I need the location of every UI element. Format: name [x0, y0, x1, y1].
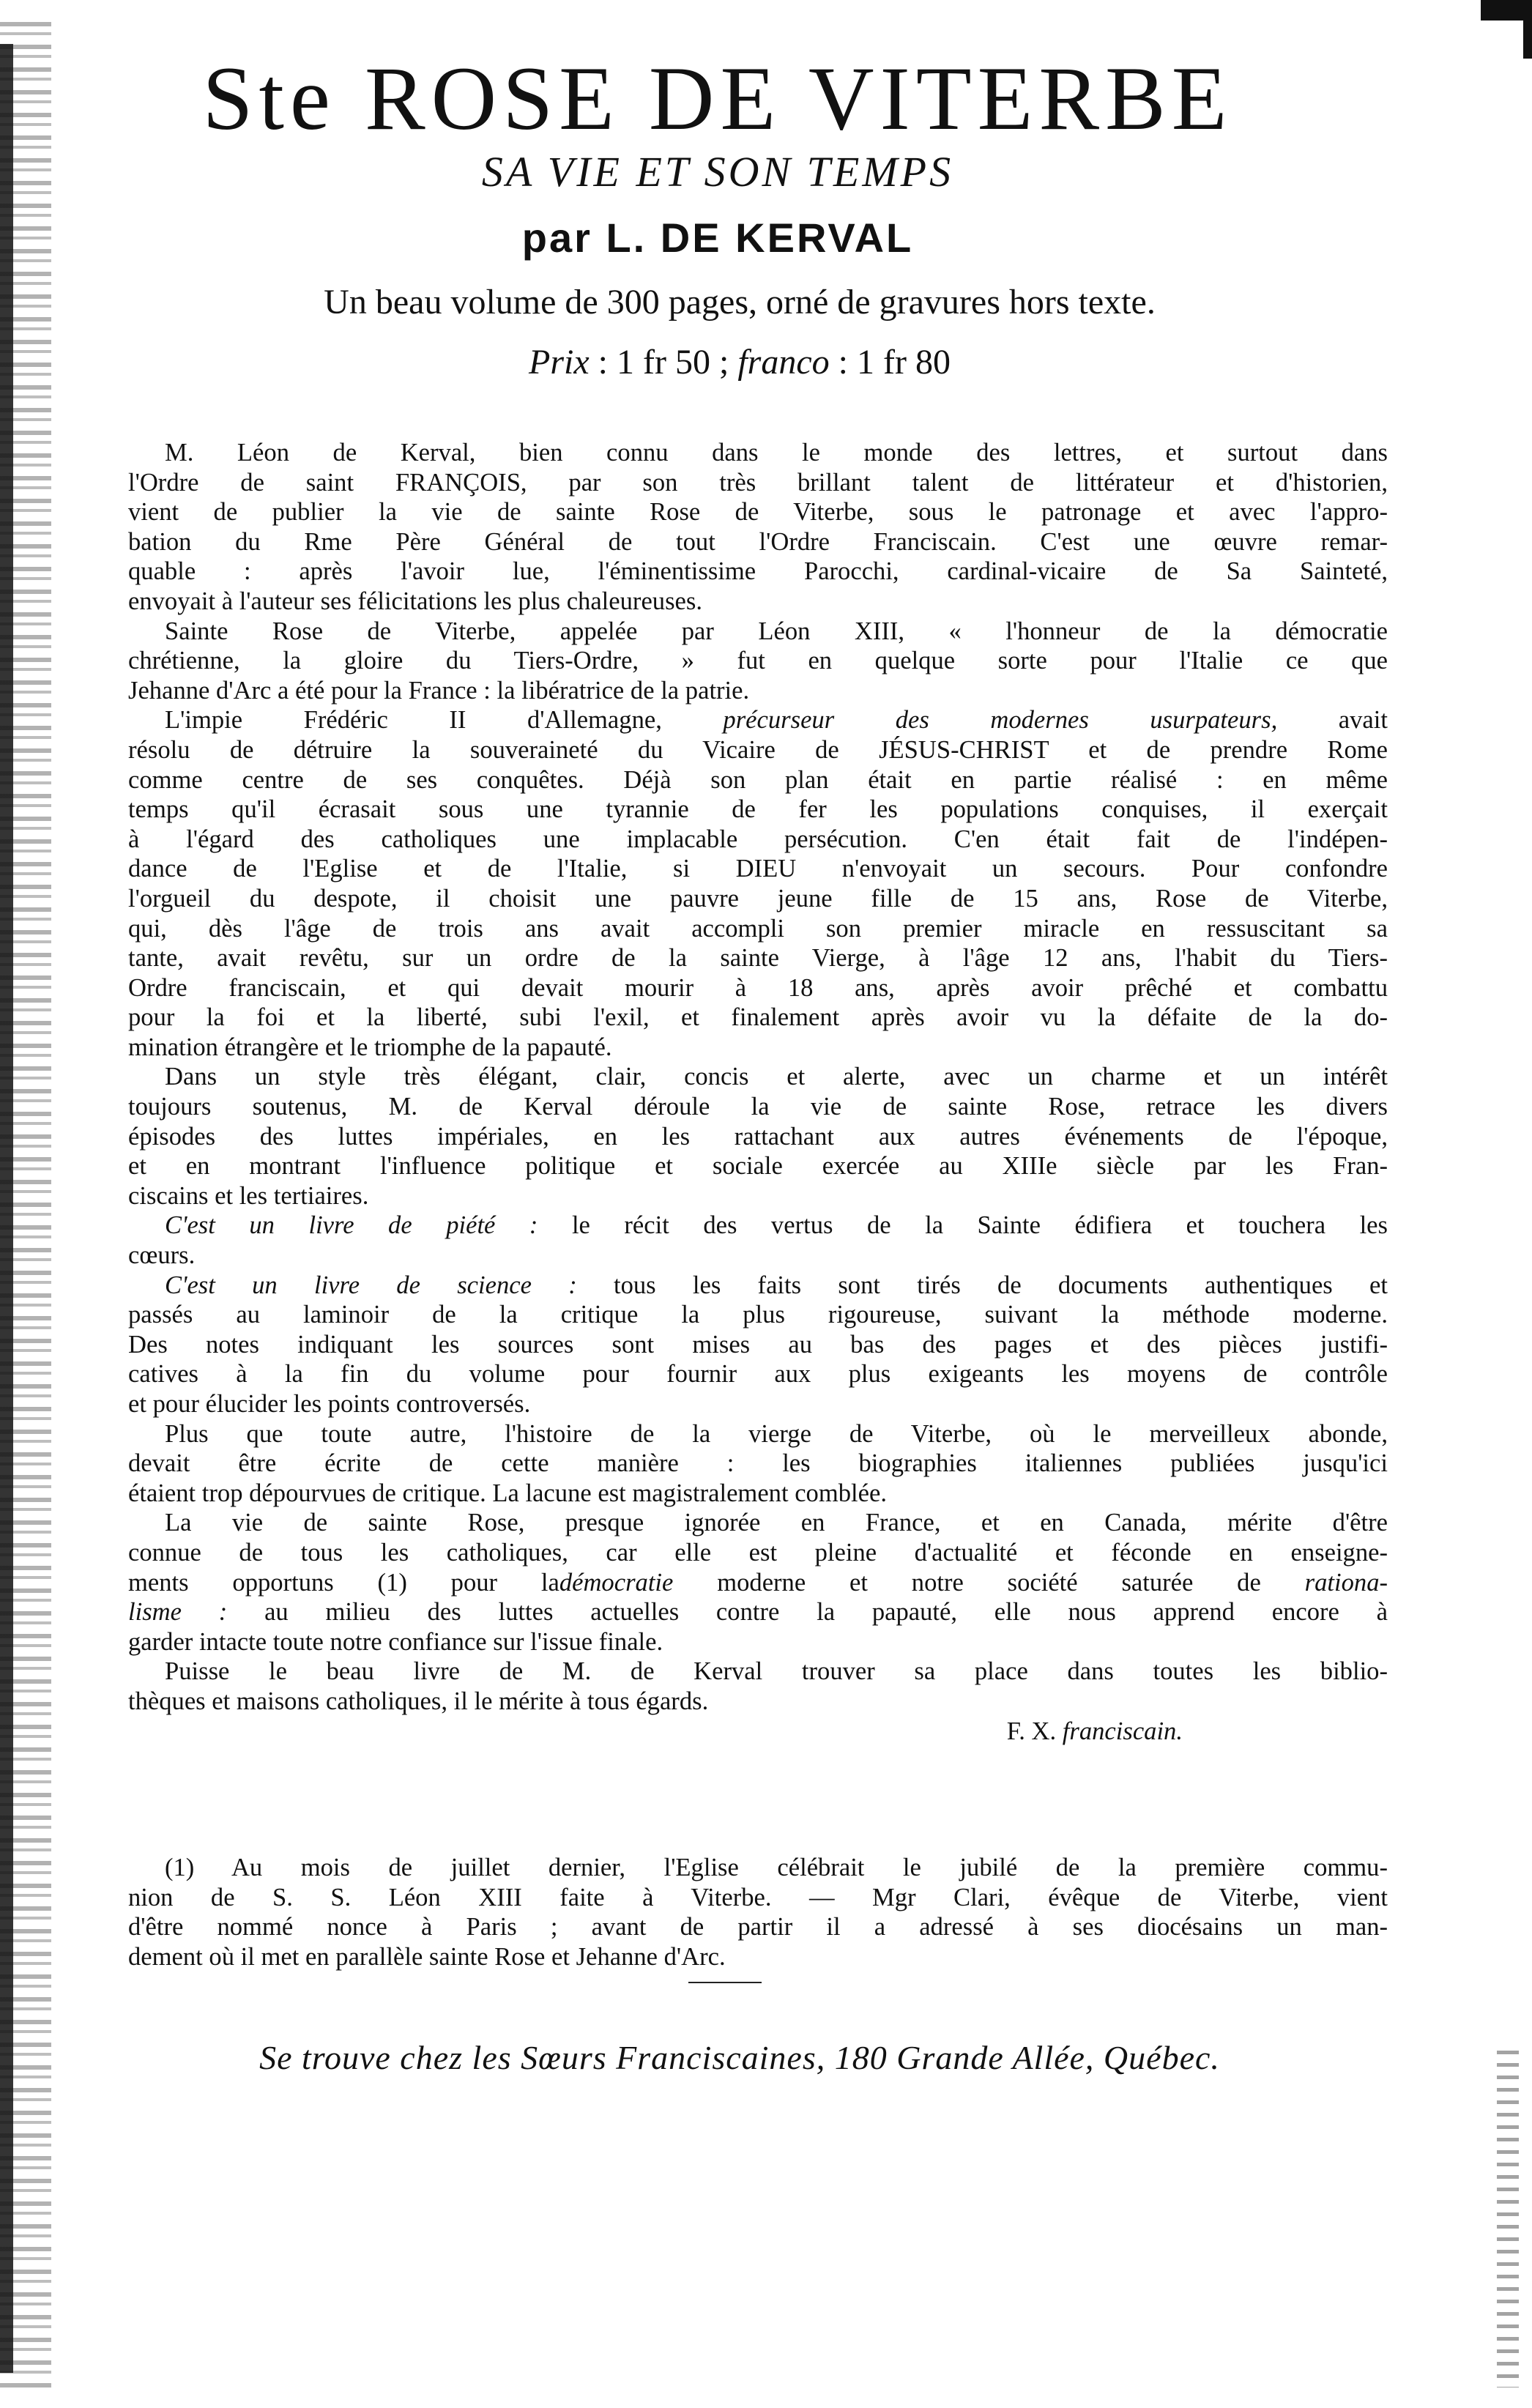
page-title: Ste ROSE DE VITERBE	[202, 48, 1233, 149]
signature	[128, 1717, 1388, 1747]
body-line: épisodes des luttes impériales, en les rattachant aux autres événements de l'époque,	[128, 1122, 1388, 1151]
review-body	[128, 438, 1388, 1746]
body-text-italic: démocratie	[559, 1568, 674, 1597]
body-line: M. Léon de Kerval, bien connu dans le monde des lettres, et surtout dans	[165, 439, 1388, 467]
body-line: à l'égard des catholiques une implacable persécution. C'en était fait de l'indépen-	[128, 825, 1388, 853]
body-text: tous les faits sont tirés de documents authentiques et	[613, 1271, 1388, 1299]
body-line-mixed	[128, 1597, 1388, 1627]
signature-title: franciscain.	[1062, 1717, 1183, 1745]
body-line: envoyait à l'auteur ses félicitations les plus chaleureuses.	[128, 587, 702, 615]
body-line: mination étrangère et le triomphe de la papauté.	[128, 1033, 612, 1061]
body-line: étaient trop dépourvues de critique. La lacune est magistralement comblée.	[128, 1479, 887, 1507]
body-line: bation du Rme Père Général de tout l'Ordre Franciscain. C'est une œuvre remar-	[128, 527, 1388, 556]
page-subtitle: SA VIE ET SON TEMPS	[481, 148, 954, 196]
body-line: Ordre franciscain, et qui devait mourir à 18 ans, après avoir prêché et combattu	[128, 973, 1388, 1002]
price-value-2: : 1 fr 80	[838, 343, 951, 382]
body-line: pour la foi et la liberté, subi l'exil, et finalement après avoir vu la défaite de la do-	[128, 1003, 1388, 1032]
body-line: catives à la fin du volume pour fournir aux plus exigeants les moyens de contrôle	[128, 1360, 1388, 1389]
footnote-line: nion de S. S. Léon XIII faite à Viterbe. — Mgr Clari, évêque de Viterbe, vient	[128, 1883, 1388, 1911]
book-description: Un beau volume de 300 pages, orné de gravures hors texte.	[324, 283, 1156, 322]
body-text-italic: précurseur des modernes usurpateurs,	[723, 706, 1278, 735]
body-text: ments opportuns (1) pour la	[128, 1568, 559, 1597]
body-line-mixed	[128, 1211, 1388, 1241]
body-line: passés au laminoir de la critique la plus rigoureuse, suivant la méthode moderne.	[128, 1301, 1388, 1329]
body-line-mixed	[128, 705, 1388, 735]
body-line-mixed	[128, 1271, 1388, 1301]
body-text: le récit des vertus de la Sainte édifiera et touchera les	[571, 1211, 1388, 1240]
body-line: Jehanne d'Arc a été pour la France : la libératrice de la patrie.	[128, 676, 750, 705]
body-line: temps qu'il écrasait sous une tyrannie de fer les populations conquises, il exerçait	[128, 795, 1388, 824]
body-text: avait	[1338, 706, 1388, 735]
signature-initials: F. X.	[1006, 1717, 1057, 1745]
body-line: garder intacte toute notre confiance sur l'issue finale.	[128, 1627, 663, 1656]
publisher-address: Se trouve chez les Sœurs Franciscaines, 180 Grande Allée, Québec.	[259, 2039, 1220, 2076]
body-line: Des notes indiquant les sources sont mises au bas des pages et des pièces justifi-	[128, 1330, 1388, 1359]
footnote	[128, 1853, 1388, 1972]
body-line: ciscains et les tertiaires.	[128, 1181, 369, 1210]
body-line: dance de l'Eglise et de l'Italie, si DIEU n'envoyait un secours. Pour confondre	[128, 855, 1388, 883]
separator-rule	[688, 1982, 762, 1983]
body-line: cœurs.	[128, 1241, 196, 1270]
author-line: par L. DE KERVAL	[521, 215, 914, 261]
body-line: toujours soutenus, M. de Kerval déroule la vie de sainte Rose, retrace les divers	[128, 1093, 1388, 1121]
body-line: thèques et maisons catholiques, il le mérite à tous égards.	[128, 1687, 709, 1715]
body-text-italic: rationa-	[1304, 1568, 1388, 1597]
body-line: Puisse le beau livre de M. de Kerval trouver sa place dans toutes les biblio-	[165, 1657, 1388, 1686]
price-value-1: : 1 fr 50 ;	[598, 343, 729, 382]
body-line: comme centre de ses conquêtes. Déjà son plan était en partie réalisé : en même	[128, 765, 1388, 794]
body-line: tante, avait revêtu, sur un ordre de la sainte Vierge, à l'âge 12 ans, l'habit du Tiers-	[128, 944, 1388, 973]
body-line: Plus que toute autre, l'histoire de la vierge de Viterbe, où le merveilleux abonde,	[165, 1419, 1388, 1448]
scan-corner-line	[1523, 0, 1532, 59]
body-line: et en montrant l'influence politique et sociale exercée au XIIIe siècle par les Fran-	[128, 1152, 1388, 1181]
body-text: L'impie Frédéric II d'Allemagne,	[165, 706, 662, 735]
body-line: quable : après l'avoir lue, l'éminentissime Parocchi, cardinal-vicaire de Sa Sainteté,	[128, 557, 1388, 586]
body-line: La vie de sainte Rose, presque ignorée en France, et en Canada, mérite d'être	[165, 1509, 1388, 1537]
price-line	[110, 338, 1369, 387]
body-text: moderne et notre société saturée de	[717, 1568, 1261, 1597]
footnote-line: (1) Au mois de juillet dernier, l'Eglise célébrait le jubilé de la première commu-	[165, 1854, 1388, 1881]
footnote-line: dement où il met en parallèle sainte Rose et Jehanne d'Arc.	[128, 1942, 726, 1971]
scan-binding-edge-right	[1497, 2051, 1519, 2387]
body-line: qui, dès l'âge de trois ans avait accompli son premier miracle en ressuscitant sa	[128, 914, 1388, 943]
body-line: Dans un style très élégant, clair, concis et alerte, avec un charme et un intérêt	[165, 1063, 1388, 1091]
body-text-italic: lisme :	[128, 1598, 228, 1627]
footnote-line: d'être nommé nonce à Paris ; avant de partir il a adressé à ses diocésains un man-	[128, 1913, 1388, 1941]
body-line: l'orgueil du despote, il choisit une pauvre jeune fille de 15 ans, Rose de Viterbe,	[128, 884, 1388, 913]
body-text: au milieu des luttes actuelles contre la papauté, elle nous apprend encore à	[264, 1598, 1388, 1627]
scan-binding-shadow-left	[0, 44, 13, 2373]
body-line: devait être écrite de cette manière : les biographies italiennes publiées jusqu'ici	[128, 1449, 1388, 1478]
body-text-italic: C'est un livre de piété :	[165, 1211, 538, 1240]
body-line: Sainte Rose de Viterbe, appelée par Léon XIII, « l'honneur de la démocratie	[165, 617, 1388, 645]
body-line: résolu de détruire la souveraineté du Vicaire de JÉSUS-CHRIST et de prendre Rome	[128, 735, 1388, 764]
price-label-2: franco	[737, 343, 830, 382]
body-line: connue de tous les catholiques, car elle est pleine d'actualité et féconde en enseigne-	[128, 1538, 1388, 1567]
price-label-1: Prix	[529, 343, 590, 382]
body-text-italic: C'est un livre de science :	[165, 1271, 577, 1299]
body-line: l'Ordre de saint FRANÇOIS, par son très brillant talent de littérateur et d'historien,	[128, 468, 1388, 497]
body-line: et pour élucider les points controversés.	[128, 1390, 531, 1418]
body-line-mixed	[128, 1568, 1388, 1598]
body-line: vient de publier la vie de sainte Rose de Viterbe, sous le patronage et avec l'appro-	[128, 498, 1388, 527]
body-line: chrétienne, la gloire du Tiers-Ordre, » fut en quelque sorte pour l'Italie ce que	[128, 647, 1388, 675]
